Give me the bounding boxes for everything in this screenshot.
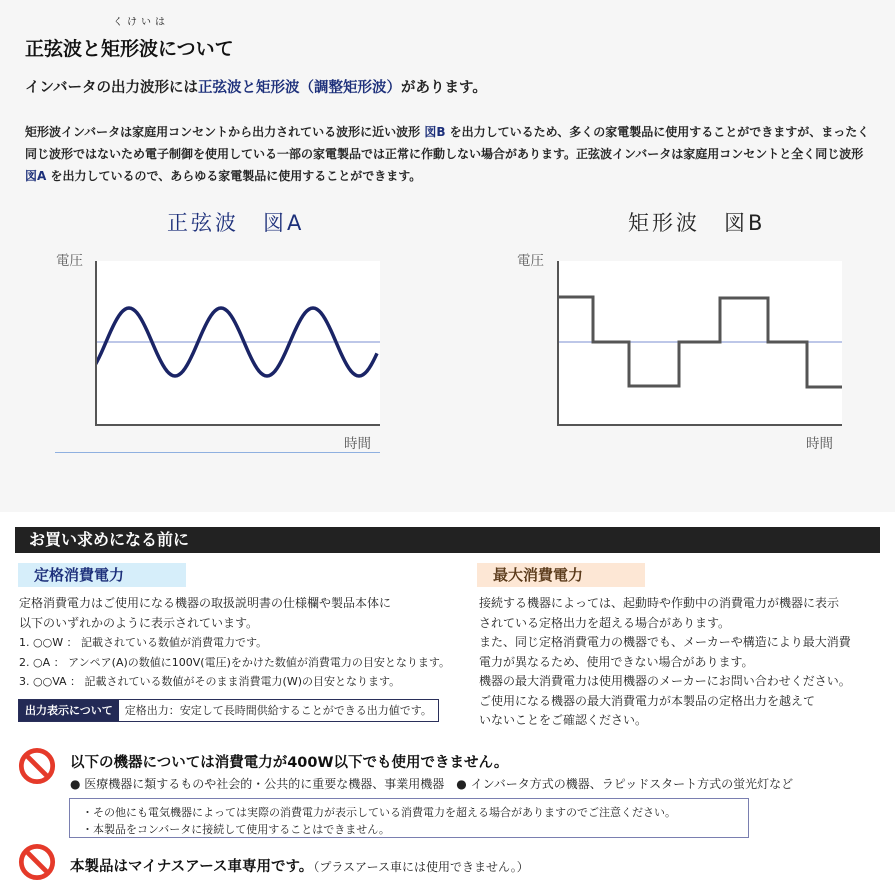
- fig-a-ref: 図A: [25, 169, 47, 183]
- caution-note: ・その他にも電気機器によっては実際の消費電力が表示している消費電力を超える場合がありますのでご注意ください。: [82, 806, 676, 819]
- fig-b-ref: 図B: [424, 125, 446, 139]
- page-title: 正弦波と矩形波について: [25, 38, 234, 60]
- rated-line: 定格消費電力はご使用になる機器の取扱説明書の仕様欄や製品本体に: [19, 596, 392, 610]
- rated-line: 2. ○A ： アンペア(A)の数値に100V(電圧)をかけた数値が消費電力の目安となります。: [19, 655, 450, 669]
- before-purchase-banner: お買い求めになる前に: [15, 527, 880, 553]
- sine-y-label: 電圧: [56, 253, 83, 269]
- prohibited-icon: [18, 843, 56, 881]
- max-line: 電力が異なるため、使用できない場合があります。: [479, 654, 754, 669]
- negative-ground-sub: （プラスアース車には使用できません。）: [313, 860, 529, 874]
- warning-negative-ground: [70, 855, 529, 876]
- rated-line: 3. ○○VA ： 記載されている数値がそのまま消費電力(W)の目安となります。: [19, 675, 401, 688]
- rated-power-heading: 定格消費電力: [18, 563, 186, 587]
- warning-unusable-devices: 以下の機器については消費電力が400W以下でも使用できません。: [70, 755, 509, 771]
- square-x-label: 時間: [806, 436, 833, 452]
- caution-note: ・本製品をコンバータに接続して使用することはできません。: [82, 823, 390, 836]
- sine-title: 正弦波 図A: [167, 211, 305, 235]
- warning-device-list: ● 医療機器に類するものや社会的・公共的に重要な機器、事業用機器 ● インバータ方式の機器、ラピッドスタート方式の蛍光灯など: [70, 777, 794, 791]
- sine-wave-diagram: [95, 261, 380, 426]
- rated-power-text: [19, 594, 459, 692]
- square-y-label: 電圧: [517, 253, 544, 269]
- intro-highlight: 正弦波と矩形波（調整矩形波）: [197, 80, 401, 96]
- max-line: 機器の最大消費電力は使用機器のメーカーにお問い合わせください。: [479, 674, 851, 688]
- max-line: いないことをご確認ください。: [479, 713, 648, 727]
- rated-line: 以下のいずれかのように表示されています。: [19, 615, 259, 630]
- para-part1: 矩形波インバータは家庭用コンセントから出力されている波形に近い波形: [25, 125, 425, 139]
- max-line: ご使用になる機器の最大消費電力が本製品の定格出力を越えて: [479, 693, 816, 708]
- intro-text: [25, 76, 487, 97]
- sine-underline: [55, 452, 380, 453]
- max-power-text: [479, 594, 884, 731]
- para-part2: を出力しているため、多くの家電製品に使用することができますが、まったく同じ波形ではないため電子制御を使用している一部の家電製品では正常に作動しない場合があります。正弦波インバータは家庭用コンセントと全く同じ波形: [25, 125, 870, 161]
- output-display-text: 定格出力：安定して長時間供給することができる出力値です。: [124, 704, 432, 717]
- sine-x-label: 時間: [344, 436, 371, 452]
- max-power-heading: 最大消費電力: [477, 563, 645, 587]
- square-title: 矩形波 図B: [628, 211, 766, 235]
- output-display-box: [18, 699, 439, 722]
- max-line: 接続する機器によっては、起動時や作動中の消費電力が機器に表示: [479, 596, 840, 610]
- square-wave-diagram: [557, 261, 842, 426]
- title-ruby: くけいは: [113, 17, 169, 28]
- negative-ground-head: 本製品はマイナスアース車専用です。: [70, 859, 314, 875]
- max-line: また、同じ定格消費電力の機器でも、メーカーや構造により最大消費: [479, 635, 851, 649]
- intro-suffix: があります。: [400, 80, 487, 96]
- caution-note-box: [69, 798, 749, 838]
- para-part3: を出力しているので、あらゆる家電製品に使用することができます。: [46, 169, 422, 183]
- prohibited-icon: [18, 747, 56, 785]
- rated-line: 1. ○○W ： 記載されている数値が消費電力です。: [19, 636, 268, 649]
- intro-prefix: インバータの出力波形には: [25, 80, 198, 96]
- output-display-label: 出力表示について: [19, 700, 119, 721]
- explanation-paragraph: [25, 121, 870, 187]
- max-line: されている定格出力を超える場合があります。: [479, 615, 731, 630]
